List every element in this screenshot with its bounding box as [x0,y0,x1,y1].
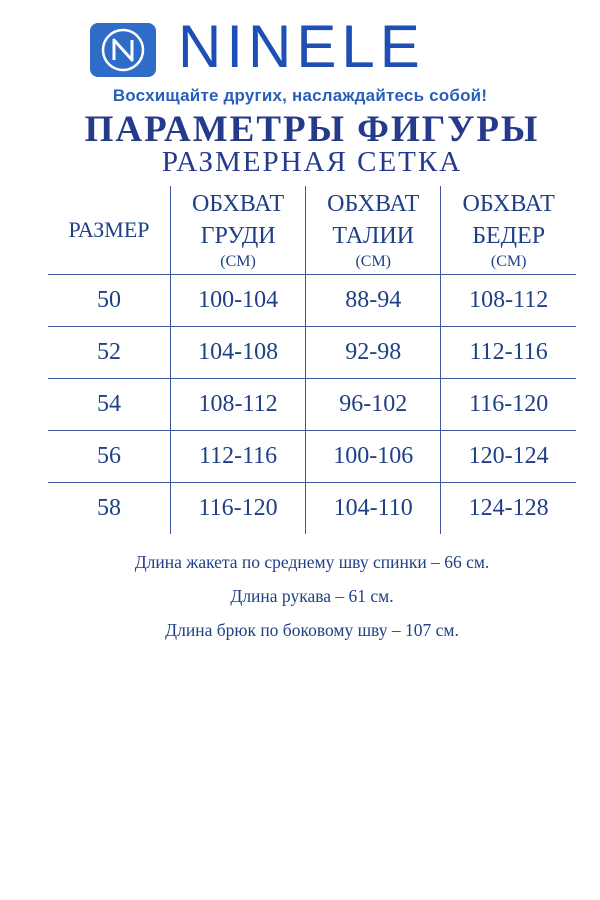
header-unit: (СМ) [490,253,527,270]
measurement-notes [0,548,600,650]
table-row [48,327,576,379]
brand-name: NINELE [178,13,425,80]
cell-hips: 120-124 [441,431,576,483]
cell-chest: 100-104 [171,275,306,327]
header-label: БЕДЕР [472,223,546,249]
table-row [48,275,576,327]
header-label: ТАЛИИ [332,223,415,249]
cell-size: 56 [48,431,171,483]
cell-chest: 116-120 [171,483,306,535]
header-chest [171,186,306,275]
header-label: ОБХВАТ [462,191,555,217]
cell-hips: 112-116 [441,327,576,379]
cell-waist: 96-102 [306,379,441,431]
size-chart-table [48,186,576,534]
table-row [48,483,576,535]
page-subtitle: РАЗМЕРНАЯ СЕТКА [161,146,463,178]
cell-waist: 92-98 [306,327,441,379]
brand-tagline: Восхищайте других, наслаждайтесь собой! [112,86,488,105]
header-label: ОБХВАТ [191,191,285,217]
cell-size: 54 [48,379,171,431]
cell-hips: 116-120 [441,379,576,431]
cell-waist: 104-110 [306,483,441,535]
n-monogram-icon [90,23,156,77]
header-unit: (СМ) [220,253,256,270]
page-title: ПАРАМЕТРЫ ФИГУРЫ [84,109,540,150]
header-unit: (СМ) [355,253,392,270]
header-label: ГРУДИ [200,223,276,249]
header-hips [441,186,576,275]
table-header-row [48,186,576,275]
cell-chest: 108-112 [171,379,306,431]
cell-hips: 108-112 [441,275,576,327]
note-jacket-length: Длина жакета по среднему шву спинки – 66 см. [134,552,490,572]
note-sleeve-length: Длина рукава – 61 см. [230,586,394,606]
table-row [48,379,576,431]
header-label: ОБХВАТ [327,191,420,217]
cell-hips: 124-128 [441,483,576,535]
cell-size: 50 [48,275,171,327]
note-trouser-length: Длина брюк по боковому шву – 107 см. [165,620,459,640]
brand-logo [88,13,528,80]
cell-waist: 100-106 [306,431,441,483]
header-waist [306,186,441,275]
cell-size: 58 [48,483,171,535]
table-row [48,431,576,483]
header-label: РАЗМЕР [68,217,150,242]
header-size [48,186,171,275]
cell-size: 52 [48,327,171,379]
cell-waist: 88-94 [306,275,441,327]
cell-chest: 112-116 [171,431,306,483]
cell-chest: 104-108 [171,327,306,379]
